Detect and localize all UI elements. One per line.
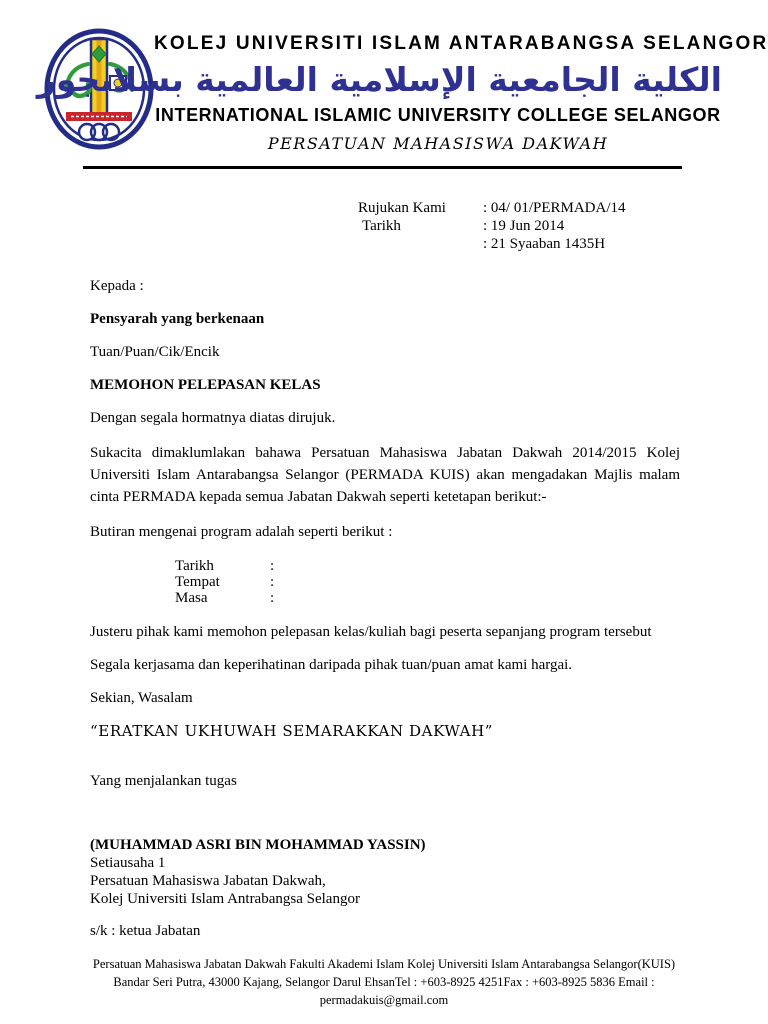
association-name: PERSATUAN MAHASISWA DAKWAH	[267, 134, 609, 153]
reference-row	[358, 217, 768, 235]
date-gregorian: : 19 Jun 2014	[483, 218, 565, 234]
detail-row-tempat	[175, 574, 680, 590]
date-hijri: : 21 Syaaban 1435H	[483, 236, 606, 252]
university-name-english: INTERNATIONAL ISLAMIC UNIVERSITY COLLEGE SELANGOR	[155, 105, 721, 125]
detail-row-tarikh	[175, 558, 680, 574]
cc-line: s/k : ketua Jabatan	[90, 923, 201, 939]
recipient-line: Pensyarah yang berkenaan	[90, 311, 265, 327]
reference-label: Rujukan Kami	[358, 200, 446, 216]
signatory-position: Setiausaha 1	[90, 855, 166, 871]
detail-value: :	[270, 574, 275, 590]
signatory-name: (MUHAMMAD ASRI BIN MOHAMMAD YASSIN)	[90, 837, 426, 853]
paragraph-intro: Dengan segala hormatnya diatas dirujuk.	[90, 410, 336, 426]
paragraph-details-intro: Butiran mengenai program adalah seperti berikut :	[90, 524, 393, 540]
slogan-line: “ERATKAN UKHUWAH SEMARAKKAN DAKWAH”	[90, 722, 494, 740]
letterhead-text	[36, 28, 768, 153]
header-divider	[83, 166, 682, 169]
empty-label	[358, 235, 483, 253]
program-details	[175, 558, 680, 606]
detail-label: Tempat	[175, 574, 220, 590]
footer-org-line: Persatuan Mahasiswa Jabatan Dakwah Fakulti Akademi Islam Kolej Universiti Islam Antarabangsa Selangor(KUIS)	[92, 957, 676, 971]
reference-block	[358, 199, 768, 253]
paragraph-request: Justeru pihak kami memohon pelepasan kelas/kuliah bagi peserta sepanjang program tersebut	[90, 624, 652, 640]
detail-value: :	[270, 558, 275, 574]
detail-label: Masa	[175, 590, 208, 606]
salutation-line: Tuan/Puan/Cik/Encik	[90, 344, 220, 360]
subject-line: MEMOHON PELEPASAN KELAS	[90, 377, 321, 393]
date-label: Tarikh	[362, 218, 401, 234]
detail-row-masa	[175, 590, 680, 606]
signatory-org-line1: Persatuan Mahasiswa Jabatan Dakwah,	[90, 873, 326, 889]
footer-email: permadakuis@gmail.com	[319, 993, 449, 1007]
signatory-org-line2: Kolej Universiti Islam Antrabangsa Selangor	[90, 891, 360, 907]
paragraph-announcement: Sukacita dimaklumlakan bahawa Persatuan Mahasiswa Jabatan Dakwah 2014/2015 Kolej Universiti Islam Antarabangsa Selangor (PERMADA KUIS) akan mengadakan Majlis malam cinta PERMADA kepada semua Jabatan Dakwah seperti ketetapan berikut:-	[90, 445, 680, 505]
university-name-arabic: الكلية الجامعية الإسلامية العالمية بسلانجور	[36, 60, 722, 99]
footer-address-line: Bandar Seri Putra, 43000 Kajang, Selangor Darul EhsanTel : +603-8925 4251Fax : +603-8925 5836 Email :	[113, 975, 655, 989]
detail-label: Tarikh	[175, 558, 214, 574]
task-line: Yang menjalankan tugas	[90, 773, 237, 789]
letter-footer	[0, 955, 768, 1009]
letter-body	[90, 277, 680, 940]
kepada-line: Kepada :	[90, 278, 144, 294]
closing-line: Sekian, Wasalam	[90, 690, 193, 706]
reference-row	[358, 199, 768, 217]
paragraph-thanks: Segala kerjasama dan keperihatinan daripada pihak tuan/puan amat kami hargai.	[90, 657, 573, 673]
detail-value: :	[270, 590, 275, 606]
university-name-malay: KOLEJ UNIVERSITI ISLAM ANTARABANGSA SELANGOR	[154, 33, 768, 54]
reference-number: : 04/ 01/PERMADA/14	[483, 200, 626, 216]
reference-row	[358, 235, 768, 253]
letterhead	[0, 0, 768, 153]
